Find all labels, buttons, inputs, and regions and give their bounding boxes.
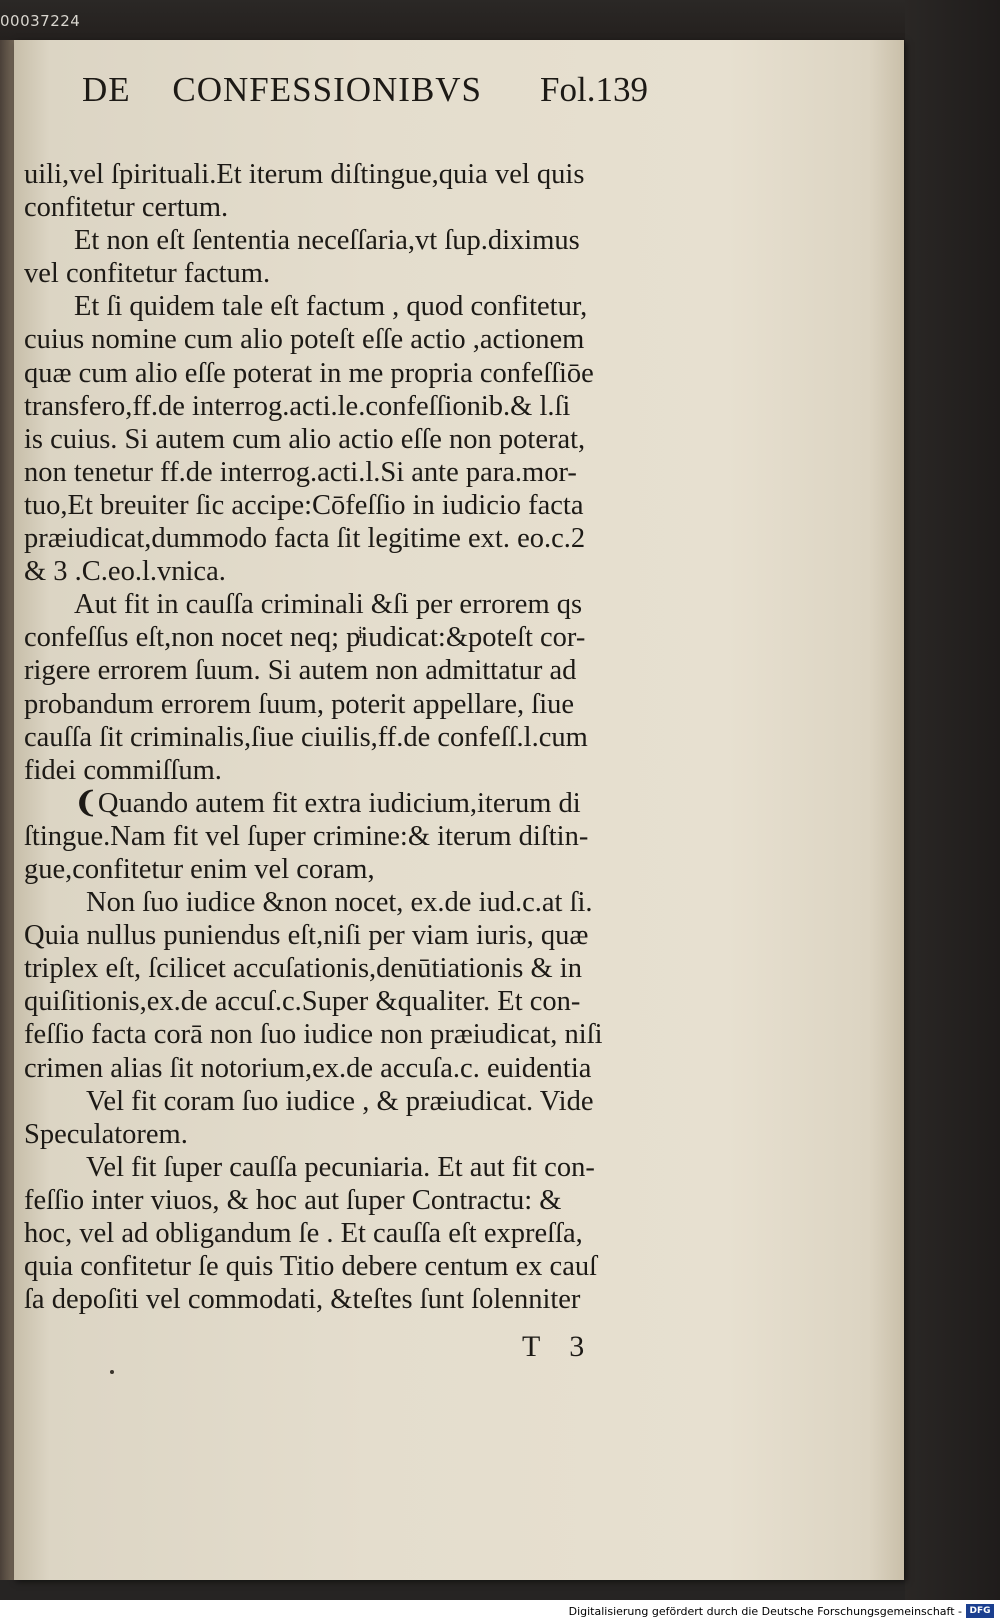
text-line: Vel fit coram ſuo iudice , & præiudicat. Vide: [86, 1085, 594, 1117]
scan-backdrop-top: [0, 0, 1000, 45]
text-line: Et ſi quidem tale eſt factum , quod confitetur,: [74, 291, 588, 323]
text-line: triplex eſt, ſcilicet accuſationis,denūtiationis & in: [24, 953, 582, 985]
text-line: uili,vel ſpirituali.Et iterum diſtingue,quia vel quis: [24, 159, 585, 190]
text-line: tuo,Et breuiter ſic accipe:Cōfeſſio in iudicio facta: [24, 489, 584, 521]
text-line: ſtingue.Nam fit vel ſuper crimine:& iterum diſtin-: [24, 820, 589, 852]
text-line: Et non eſt ſententia neceſſaria,vt ſup.diximus: [74, 225, 580, 257]
text-line: fidei commiſſum.: [24, 754, 222, 786]
signature-mark: T 3: [522, 1330, 585, 1363]
text-line: Non ſuo iudice &non nocet, ex.de iud.c.at ſi.: [86, 887, 593, 919]
text-line: confitetur certum.: [24, 192, 229, 224]
dfg-logo: DFG: [966, 1604, 994, 1618]
text-line: & 3 .C.eo.l.vnica.: [24, 556, 226, 588]
text-line: is cuius. Si autem cum alio actio eſſe non poterat,: [24, 423, 586, 455]
text-block: [24, 158, 714, 1316]
text-line: non tenetur ff.de interrog.acti.l.Si ante para.mor-: [24, 456, 577, 488]
text-line: confeſſus eſt,non nocet neq; pͥiudicat:&poteſt cor-: [24, 622, 586, 654]
folio-number: Fol.139: [540, 70, 648, 109]
text-line: Aut fit in cauſſa criminali &ſi per errorem qs: [74, 589, 583, 621]
ink-dot: [110, 1370, 114, 1374]
pilcrow-mark: ❨: [74, 787, 98, 819]
text-line: vel confitetur factum.: [24, 258, 271, 290]
text-line: gue,confitetur enim vel coram,: [24, 853, 375, 885]
running-head-title: DE CONFESSIONIBVS: [82, 70, 483, 109]
text-line-content: Quando autem fit extra iudicium,iterum di: [97, 787, 581, 819]
text-line: cuius nomine cum alio poteſt eſſe actio ,actionem: [24, 324, 585, 356]
text-line: cauſſa ſit criminalis,ſiue ciuilis,ff.de confeſſ.l.cum: [24, 721, 588, 753]
text-line: quia confitetur ſe quis Titio debere centum ex cauſ: [24, 1251, 598, 1283]
text-line: Speculatorem.: [24, 1118, 188, 1150]
text-line: Quia nullus puniendus eſt,niſi per viam iuris, quæ: [24, 920, 589, 952]
footer-credit: Digitalisierung gefördert durch die Deutsche Forschungsgemeinschaft -: [568, 1605, 962, 1618]
text-line: hoc, vel ad obligandum ſe . Et cauſſa eſt expreſſa,: [24, 1218, 583, 1249]
text-line: ſa depoſiti vel commodati, &teſtes ſunt ſolenniter: [24, 1284, 581, 1316]
image-id-label: 00037224: [0, 12, 81, 30]
text-line: transfero,ff.de interrog.acti.le.confeſſionib.& l.ſi: [24, 390, 571, 422]
text-line: feſſio inter viuos, & hoc aut ſuper Contractu: &: [24, 1184, 562, 1216]
text-line: præiudicat,dummodo facta ſit legitime ext. eo.c.2: [24, 523, 586, 555]
text-line-pilcrow: [24, 787, 714, 820]
running-head: [82, 70, 682, 110]
text-line: feſſio facta corā non ſuo iudice non præiudicat, niſi: [24, 1019, 603, 1051]
scan-backdrop-right: [905, 0, 1000, 1600]
text-line: crimen alias ſit notorium,ex.de accuſa.c. euidentia: [24, 1052, 592, 1084]
text-line: probandum errorem ſuum, poterit appellare, ſiue: [24, 688, 575, 720]
text-line: quæ cum alio eſſe poterat in me propria confeſſiōe: [24, 357, 594, 389]
text-line: quiſitionis,ex.de accuſ.c.Super &qualiter. Et con-: [24, 986, 581, 1018]
text-line: rigere errorem ſuum. Si autem non admittatur ad: [24, 655, 577, 687]
text-line: Vel fit ſuper cauſſa pecuniaria. Et aut fit con-: [86, 1151, 595, 1183]
